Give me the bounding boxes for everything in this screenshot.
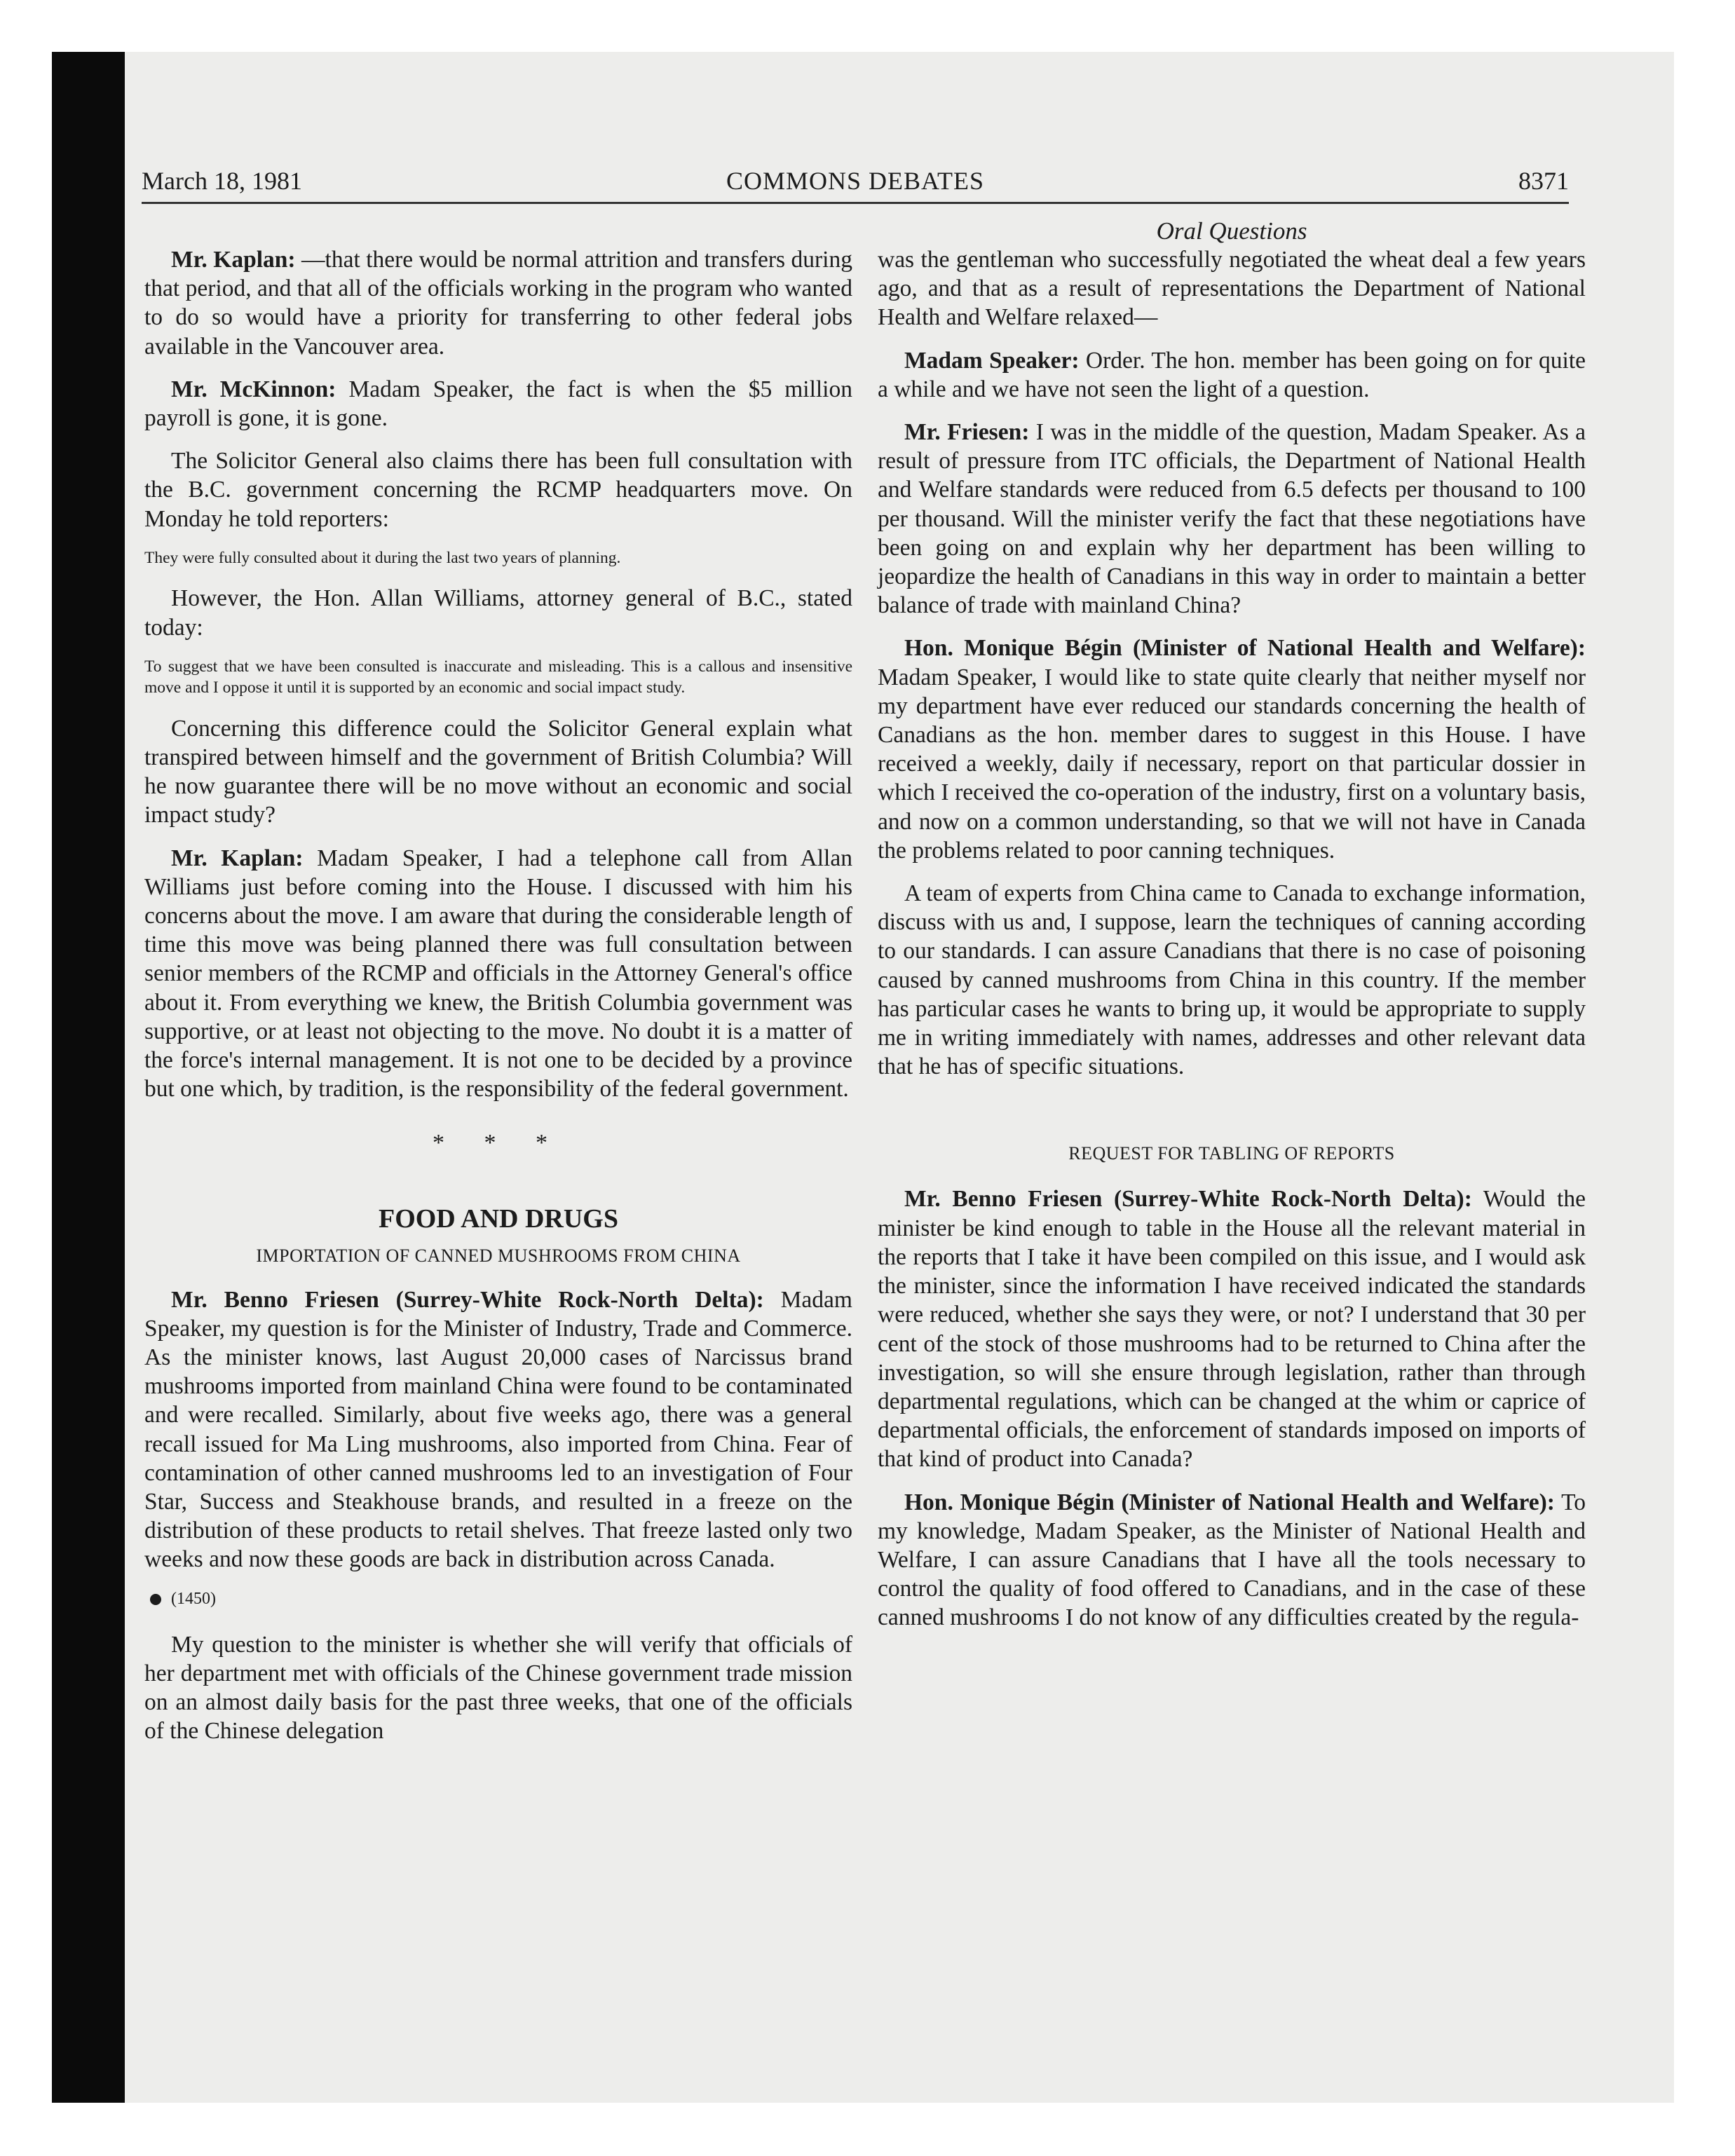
paragraph: My question to the minister is whether she will verify that officials of her department met with officials of the Chinese government trade mission on an almost daily basis for the past three weeks, that one of the officials of the Chinese delegation	[144, 1631, 852, 1745]
paragraph: Concerning this difference could the Solicitor General explain what transpired between himself and the government of British Columbia? Will he now guarantee there will be no move without an economic and social impact study?	[144, 715, 852, 828]
header-date: March 18, 1981	[142, 167, 302, 195]
speaker-name: Madam Speaker:	[904, 347, 1080, 374]
time-marker-text: (1450)	[171, 1589, 216, 1608]
paragraph	[144, 844, 852, 1104]
paragraph	[878, 346, 1586, 404]
paragraph: The Solicitor General also claims there has been full consultation with the B.C. government concerning the RCMP headquarters move. On Monday he told reporters:	[144, 448, 852, 532]
subsection-title: REQUEST FOR TABLING OF REPORTS	[1068, 1143, 1395, 1164]
running-head: Oral Questions	[1156, 217, 1307, 245]
bullet-dot-icon	[150, 1594, 161, 1605]
section-separator: * * *	[433, 1130, 564, 1157]
speaker-name: Mr. Kaplan:	[171, 845, 304, 871]
paragraph	[144, 245, 852, 361]
header-title: COMMONS DEBATES	[726, 167, 985, 195]
right-column	[878, 245, 1586, 1646]
speech-text: I was in the middle of the question, Madam Speaker. As a result of pressure from ITC officials, the Department of National Health and Welfare standards were reduced from 6.5 defects per thousand to 100 per thousand. Will the minister verify the fact that these negotiations have been going on and explain why her department has been willing to jeopardize the health of Canadians in this way in order to maintain a better balance of trade with mainland China?	[878, 419, 1586, 619]
speech-text: Order. The hon. member has been going on for quite a while and we have not seen the light of a question.	[878, 347, 1586, 402]
page-number: 8371	[1518, 167, 1569, 195]
speaker-name: Mr. McKinnon:	[171, 376, 336, 402]
speech-text: —that there would be normal attrition and transfers during that period, and that all of the officials working in the program who wanted to do so would have a priority for transferring to other federal jobs available in the Vancouver area.	[144, 247, 852, 360]
speech-text: Madam Speaker, my question is for the Minister of Industry, Trade and Commerce. As the minister knows, last August 20,000 cases of Narcissus brand mushrooms imported from mainland China were found to be contaminated and were recalled. Similarly, about five weeks ago, there was a general recall issued for Ma Ling mushrooms, also imported from China. Fear of contamination of other canned mushrooms led to an investigation of Four Star, Success and Steakhouse brands, and resulted in a freeze on the distribution of these products to retail shelves. That freeze lasted only two weeks and now these goods are back in distribution across Canada.	[144, 1286, 852, 1573]
paragraph	[144, 1285, 852, 1574]
paragraph	[878, 1185, 1586, 1473]
paragraph: was the gentleman who successfully negotiated the wheat deal a few years ago, and that as a result of representations the Department of National Health and Welfare relaxed—	[878, 247, 1586, 331]
speech-text: To my knowledge, Madam Speaker, as the Minister of National Health and Welfare, I can assure Canadians that I have all the tools necessary to control the quality of food offered to Canadians, and in the case of these canned mushrooms I do not know of any difficulties created by the regula-	[878, 1489, 1586, 1631]
speech-text: Madam Speaker, I would like to state quite clearly that neither myself nor my department have ever reduced our standards concerning the health of Canadians as the hon. member dares to suggest in this House. I have received a weekly, daily if necessary, report on that particular dossier in which I received the co-operation of the industry, first on a voluntary basis, and now on a common understanding, so that we will not have in Canada the problems related to poor canning techniques.	[878, 664, 1586, 864]
speaker-name: Mr. Kaplan:	[171, 247, 296, 273]
section-subtitle: IMPORTATION OF CANNED MUSHROOMS FROM CHINA	[256, 1245, 741, 1266]
speech-text: Madam Speaker, I had a telephone call from Allan Williams just before coming into the House. I discussed with him his concerns about the move. I am aware that during the considerable length of time this move was being planned there was full consultation between senior members of the RCMP and officials in the Attorney General's office about it. From everything we knew, the British Columbia government was supportive, or at least not objecting to the move. No doubt it is a matter of the force's internal management. It is not one to be decided by a province but one which, by tradition, is the responsibility of the federal government.	[144, 845, 852, 1103]
paragraph	[878, 418, 1586, 620]
block-quote: They were fully consulted about it during the last two years of planning.	[144, 548, 621, 567]
paragraph	[878, 1488, 1586, 1632]
speaker-name: Mr. Benno Friesen (Surrey-White Rock-North Delta):	[904, 1186, 1472, 1213]
paragraph: A team of experts from China came to Canada to exchange information, discuss with us and, I suppose, learn the techniques of canning according to our standards. I can assure Canadians that there is no case of poisoning caused by canned mushrooms from China in this country. If the member has particular cases he wants to bring up, it would be appropriate to supply me in writing immediately with names, addresses and other relevant data that he has of specific situations.	[878, 880, 1586, 1080]
page-header	[142, 165, 1569, 204]
left-column	[144, 245, 852, 1759]
paragraph	[878, 634, 1586, 865]
speaker-name: Mr. Friesen:	[904, 419, 1030, 446]
section-title: FOOD AND DRUGS	[378, 1203, 619, 1234]
block-quote: To suggest that we have been consulted is inaccurate and misleading. This is a callous and insensitive move and I oppose it until it is supported by an economic and social impact study.	[144, 657, 852, 697]
scan-border	[52, 52, 125, 2103]
paragraph: However, the Hon. Allan Williams, attorney general of B.C., stated today:	[144, 585, 852, 641]
speech-text: Would the minister be kind enough to table in the House all the relevant material in the reports that I take it have been compiled on this issue, and I would ask the minister, since the information I have received indicated the standards were reduced, whether she says they were, or not? I understand that 30 per cent of the stock of those mushrooms had to be returned to China after the investigation, so will she ensure through legislation, rather than through departmental regulations, which can be changed at the whim or caprice of departmental officials, the enforcement of standards imposed on imports of that kind of product into Canada?	[878, 1186, 1586, 1473]
speaker-name: Hon. Monique Bégin (Minister of National Health and Welfare):	[904, 1489, 1555, 1515]
time-marker	[150, 1588, 852, 1609]
paragraph	[144, 375, 852, 432]
speech-text: Madam Speaker, the fact is when the $5 million payroll is gone, it is gone.	[144, 376, 852, 432]
speaker-name: Hon. Monique Bégin (Minister of National Health and Welfare):	[904, 635, 1586, 662]
speaker-name: Mr. Benno Friesen (Surrey-White Rock-North Delta):	[171, 1286, 764, 1313]
